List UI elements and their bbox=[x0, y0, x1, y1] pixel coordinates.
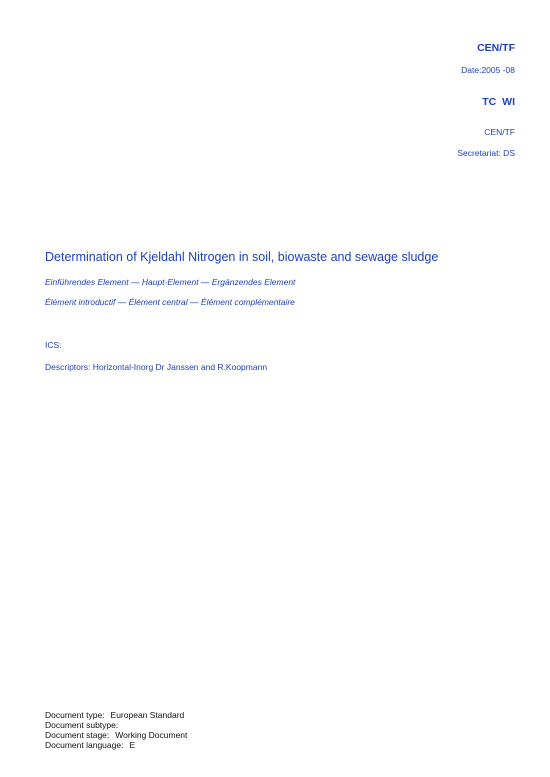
footer-value: Working Document bbox=[115, 730, 188, 740]
cen-tf-heading: CEN/TF bbox=[477, 42, 515, 54]
document-title: Determination of Kjeldahl Nitrogen in soil, biowaste and sewage sludge bbox=[45, 250, 439, 264]
footer-label: Document stage: bbox=[45, 730, 110, 740]
footer-label: Document language: bbox=[45, 740, 124, 750]
ics-label: ICS: bbox=[45, 340, 62, 350]
tc-wi-heading: TC WI bbox=[482, 96, 515, 108]
footer-row-document-type bbox=[45, 710, 187, 720]
subtitle-french: Élément introductif — Élément central — Élément complémentaire bbox=[45, 297, 295, 307]
footer-row-document-language bbox=[45, 740, 187, 750]
cen-tf-reference: CEN/TF bbox=[484, 127, 515, 137]
footer-value: European Standard bbox=[110, 710, 185, 720]
secretariat: Secretariat: DS bbox=[457, 148, 515, 158]
footer-value: E bbox=[129, 740, 136, 750]
footer-label: Document subtype: bbox=[45, 720, 119, 730]
document-date: Date:2005 -08 bbox=[461, 65, 515, 75]
footer-row-document-subtype bbox=[45, 720, 187, 730]
subtitle-german: Einführendes Element — Haupt-Element — Ergänzendes Element bbox=[45, 277, 296, 287]
footer-row-document-stage bbox=[45, 730, 187, 740]
document-metadata-footer bbox=[45, 710, 187, 750]
footer-label: Document type: bbox=[45, 710, 105, 720]
descriptors: Descriptors: Horizontal-Inorg Dr Janssen and R.Koopmann bbox=[45, 362, 268, 372]
